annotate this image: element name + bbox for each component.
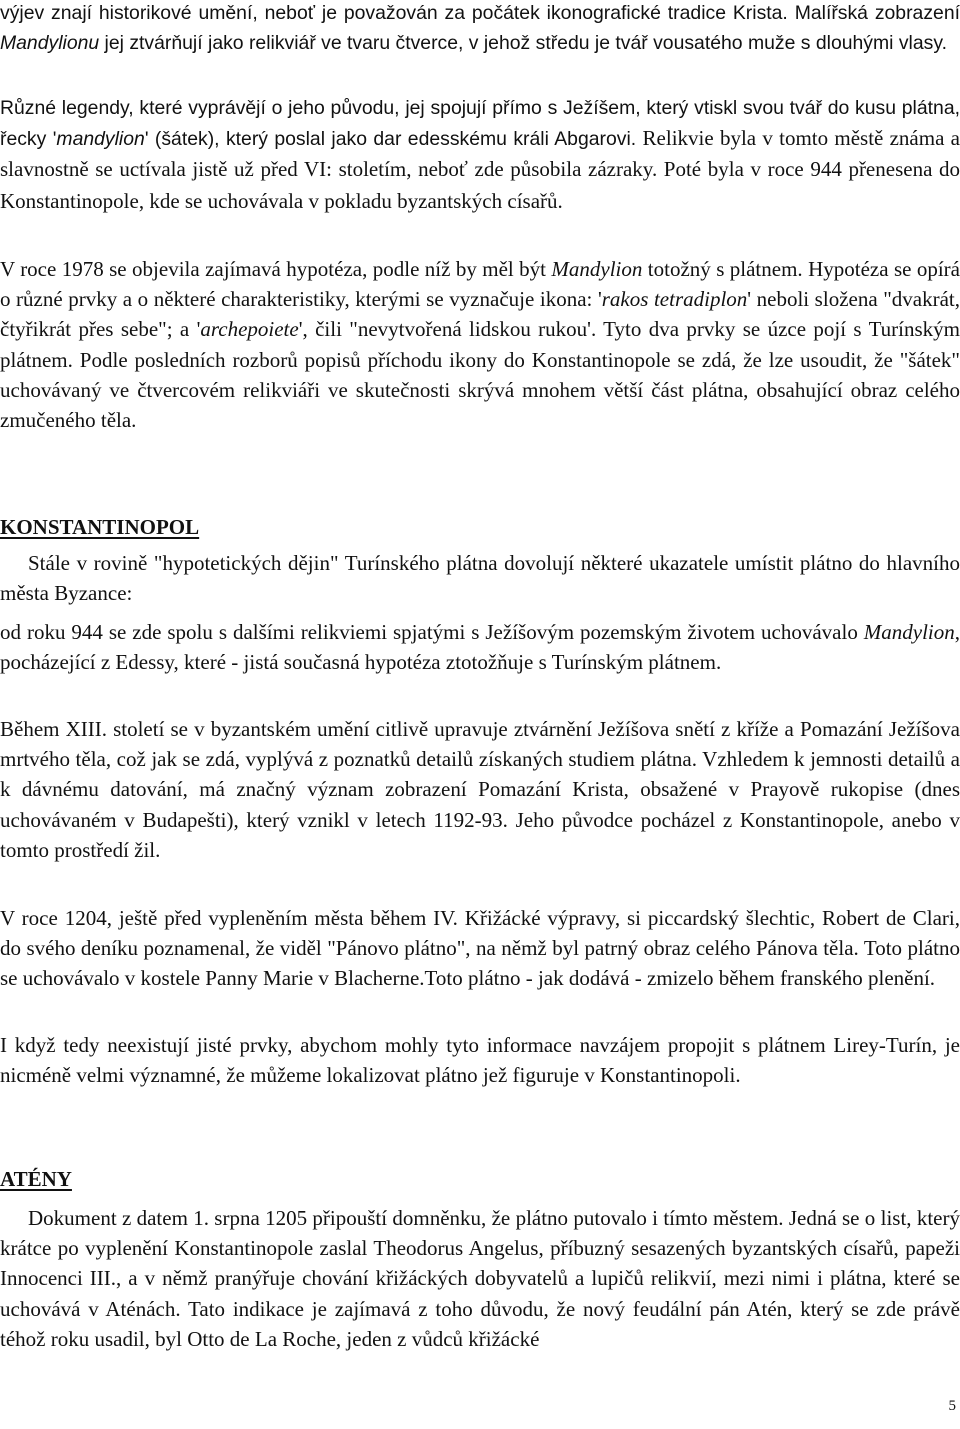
paragraph-legends [0, 93, 960, 217]
text-run: ' (šátek), který poslal jako dar edesskému králi Abgarovi. [144, 128, 643, 151]
text-run: , pocházející z Edessy, které - jistá současná hypotéza ztotožňuje s Turínským plátnem. [0, 620, 960, 675]
paragraph-mandylion-intro [0, 0, 960, 58]
text-run: výjev znají historikové umění, neboť je považován za počátek ikonografické tradice Krista. Malířská zobrazení [0, 2, 960, 24]
paragraph-xiii-century [0, 714, 960, 865]
text-run: totožný s plátnem. Hypotéza se opírá o různé prvky a o některé charakteristiky, kterými se vyznačuje ikona: ' [0, 257, 960, 312]
paragraph-document-1205 [0, 1203, 960, 1354]
page-number: 5 [948, 1398, 956, 1414]
text-run: Stále v rovině "hypotetických dějin" Turínského plátna dovolují některé ukazatele umístit plátno do hlavního města Byzance: [0, 551, 960, 606]
text-run: V roce 1204, ještě před vypleněním města během IV. Křižácké výpravy, si piccardský šlechtic, Robert de Clari, do svého deníku poznamenal, že viděl "Pánovo plátno", na němž byl patrný obraz celého Pánova těla. Toto plátno se uchovávalo v kostele Panny Marie v Blacherne.Toto plátno - jak dodává - zmizelo během franského plenění. [0, 906, 960, 991]
italic-term: Mandylion [551, 257, 643, 281]
text-run: ', čili "nevytvořená lidskou rukou'. Tyto dva prvky se úzce pojí s Turínským plátnem. Podle posledních rozborů popisů příchodu ikony do Konstantinopole se zdá, že lze usoudit, že "šátek" uchovávaný ve čtvercovém relikviáři ve skutečnosti skrývá mnohem větší část plátna, obsahující obraz celého zmučeného těla. [0, 317, 960, 433]
text-run: I když tedy neexistují jisté prvky, abychom mohly tyto informace navzájem propojit s plátnem Lirey-Turín, je nicméně velmi významné, že můžeme lokalizovat plátno jež figuruje v Konstantinopoli. [0, 1033, 960, 1088]
paragraph-lirey-turin [0, 1030, 960, 1090]
heading-ateny: ATÉNY [0, 1167, 72, 1191]
paragraph-year-944 [0, 617, 960, 677]
text-run: ' neboli složena "dvakrát, čtyřikrát přes sebe"; a ' [0, 287, 960, 342]
paragraph-byzance-intro [0, 548, 960, 608]
text-run: Dokument z datem 1. srpna 1205 připouští domněnku, že plátno putovalo i tímto městem. Jedná se o list, který krátce po vyplenění Konstantinopole zaslal Theodorus Angelus, příbuzný sesazených byzantských císařů, papeži Innocenci III., a v němž pranýřuje chování křižáckých dobyvatelů a lupičů relikvií, mezi nimi i plátna, které se uchovává v Aténách. Tato indikace je zajímavá z toho důvodu, že nový feudální pán Atén, který se zde právě téhož roku usadil, byl Otto de La Roche, jeden z vůdců křižácké [0, 1206, 960, 1351]
italic-term: Mandylionu [0, 32, 100, 55]
text-run: od roku 944 se zde spolu s dalšími relikviemi spjatými s Ježíšovým pozemským životem uchovávalo [0, 620, 864, 644]
text-run: V roce 1978 se objevila zajímavá hypotéza, podle níž by měl být [0, 257, 552, 281]
heading-konstantinopol: KONSTANTINOPOL [0, 515, 200, 539]
text-run: Během XIII. století se v byzantském umění citlivě upravuje ztvárnění Ježíšova snětí z kříže a Pomazání Ježíšova mrtvého těla, což jak se zdá, vyplývá z poznatků detailů získaných studiem plátna. Vzhledem k jemnosti detailů a k dávnému datování, má značný význam zobrazení Pomazání Krista, obsažené v Prayově rukopise (dnes uchovávaném v Budapešti), který vznikl v letech 1192-93. Jeho původce pocházel z Konstantinopole, anebo v tomto prostředí žil. [0, 717, 960, 862]
text-run: jej ztvárňují jako relikviář ve tvaru čtverce, v jehož středu je tvář vousatého muže s dlouhými vlasy. [99, 32, 947, 55]
italic-term: Mandylion [863, 620, 955, 644]
italic-term: mandylion [56, 128, 145, 151]
italic-term: rakos tetradiplon [601, 287, 748, 312]
text-run: Relikvie byla v tomto městě známa a slavnostně se uctívala jistě už před VI: stoletím, neboť zde působila zázraky. Poté byla v roce 944 přenesena do Konstantinopole, kde se uchovávala v pokladu byzantských císařů. [0, 126, 960, 213]
italic-term: archepoiete [200, 317, 299, 342]
paragraph-hypothesis-1978 [0, 254, 960, 435]
paragraph-year-1204 [0, 903, 960, 994]
text-run: Různé legendy, které vyprávějí o jeho původu, jej spojují přímo s Ježíšem, který vtiskl svou tvář do kusu plátna, řecky ' [0, 97, 960, 151]
